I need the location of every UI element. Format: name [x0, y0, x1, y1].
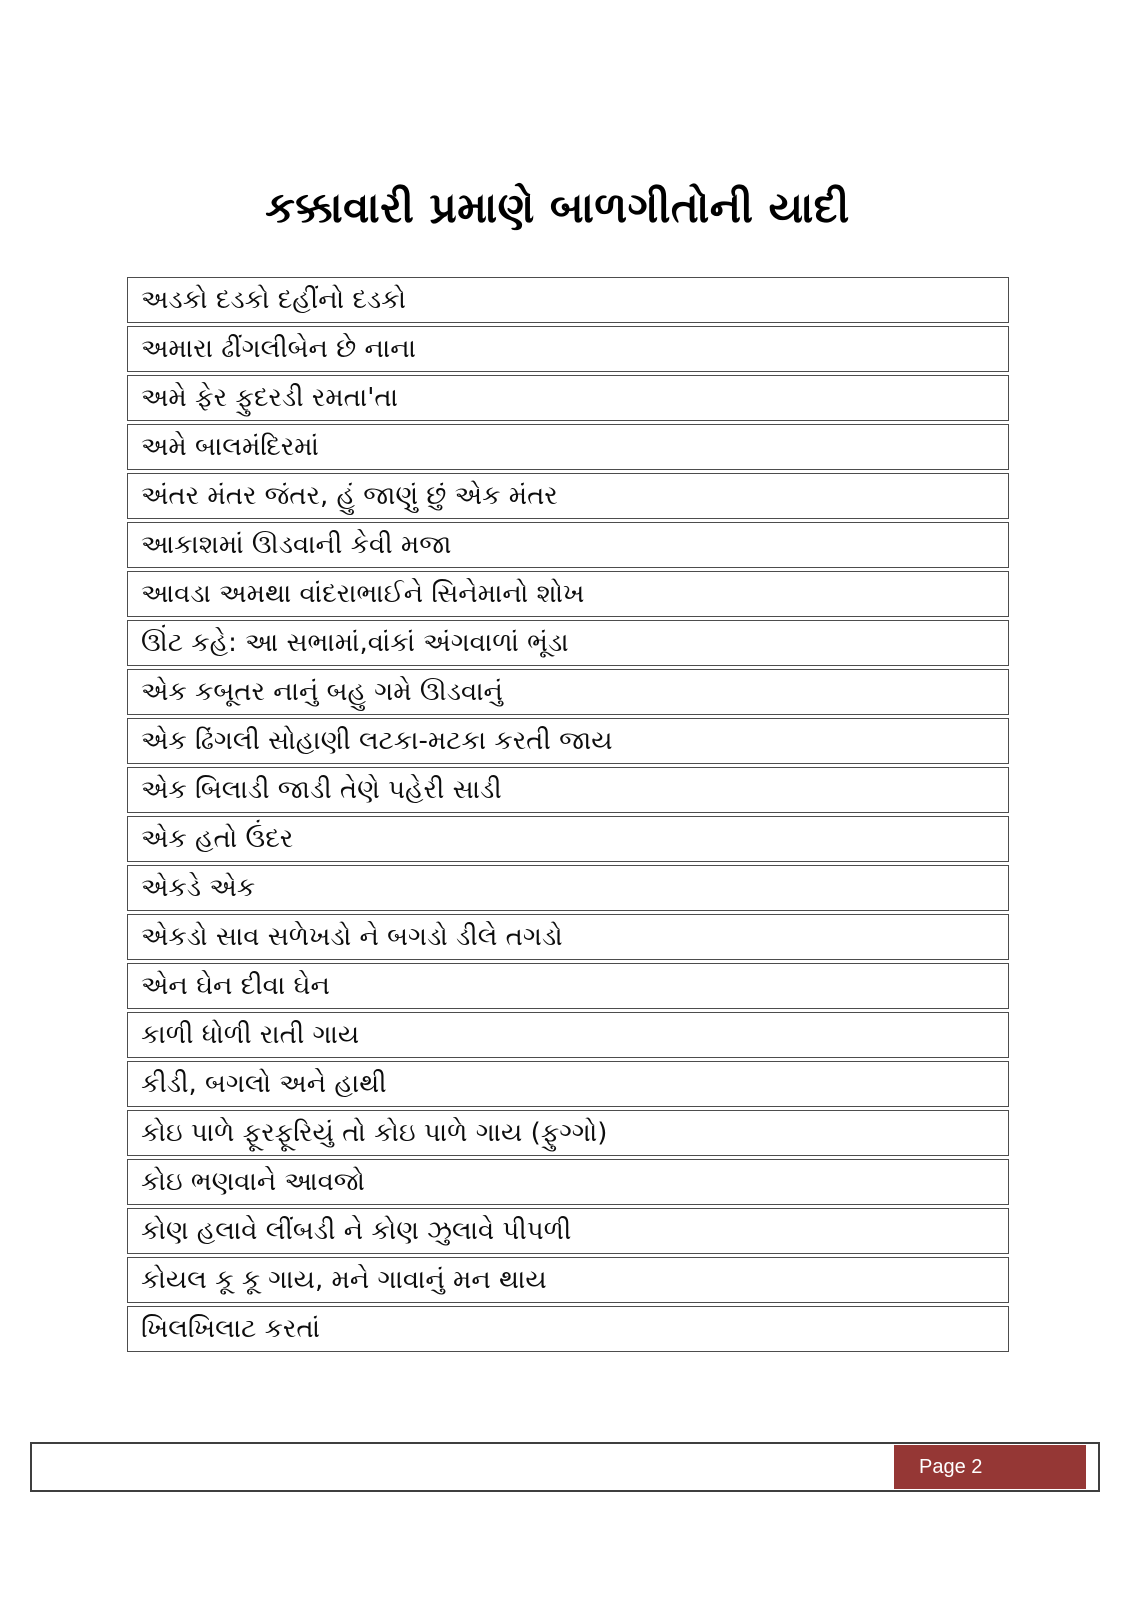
footer-box: [30, 1442, 1100, 1492]
song-title: ખિલખિલાટ કરતાં: [141, 1313, 320, 1344]
song-title: કોઇ ભણવાને આવજો: [141, 1166, 365, 1197]
table-row: [127, 1012, 1009, 1058]
song-title: અમારા ઢીંગલીબેન છે નાના: [141, 333, 417, 364]
page-number-badge: [894, 1445, 1086, 1489]
song-title: એક બિલાડી જાડી તેણે પહેરી સાડી: [141, 774, 502, 805]
song-title: અમે બાલમંદિરમાં: [141, 431, 319, 462]
song-title: કીડી, બગલો અને હાથી: [141, 1068, 387, 1099]
song-title: એકડે એક: [141, 872, 256, 903]
table-row: [127, 963, 1009, 1009]
song-title: આવડા અમથા વાંદરાભાઈને સિનેમાનો શોખ: [141, 578, 585, 609]
table-row: [127, 375, 1009, 421]
song-title: એકડો સાવ સળેખડો ને બગડો ડીલે તગડો: [141, 921, 563, 952]
song-title: અડકો દડકો દહીંનો દડકો: [141, 284, 407, 315]
page-number-label: Page 2: [919, 1455, 983, 1478]
table-row: [127, 620, 1009, 666]
table-row: [127, 1159, 1009, 1205]
song-title: કોયલ કૂ કૂ ગાય, મને ગાવાનું મન થાય: [141, 1264, 547, 1295]
table-row: [127, 1110, 1009, 1156]
table-row: [127, 816, 1009, 862]
song-title: અમે ફેર ફુદરડી રમતા'તા: [141, 382, 398, 413]
song-title: એન ઘેન દીવા ઘેન: [141, 970, 330, 1001]
table-row: [127, 914, 1009, 960]
song-title: કોઇ પાળે ફૂરફૂરિયું તો કોઇ પાળે ગાય (ફુગ્ગો): [141, 1117, 608, 1148]
table-row: [127, 1306, 1009, 1352]
song-title: એક કબૂતર નાનું બહુ ગમે ઊડવાનું: [141, 676, 503, 707]
table-row: [127, 571, 1009, 617]
table-row: [127, 522, 1009, 568]
table-row: [127, 718, 1009, 764]
song-title: કોણ હલાવે લીંબડી ને કોણ ઝુલાવે પીપળી: [141, 1215, 572, 1246]
song-list-table: [127, 277, 1009, 1355]
song-title: ઊંટ કહે: આ સભામાં,વાંકાં અંગવાળાં ભૂંડા: [141, 627, 569, 658]
table-row: [127, 1061, 1009, 1107]
table-row: [127, 326, 1009, 372]
song-title: કાળી ધોળી રાતી ગાય: [141, 1019, 360, 1050]
song-title: અંતર મંતર જંતર, હું જાણું છું એક મંતર: [141, 480, 558, 511]
table-row: [127, 767, 1009, 813]
table-row: [127, 669, 1009, 715]
table-row: [127, 277, 1009, 323]
song-title: એક ઢિંગલી સોહાણી લટકા-મટકા કરતી જાય: [141, 725, 613, 756]
table-row: [127, 424, 1009, 470]
song-title: આકાશમાં ઊડવાની કેવી મજા: [141, 529, 452, 560]
page-title: કક્કાવારી પ્રમાણે બાળગીતોની યાદી: [265, 183, 850, 233]
table-row: [127, 473, 1009, 519]
song-title: એક હતો ઉંદર: [141, 823, 294, 854]
table-row: [127, 1257, 1009, 1303]
table-row: [127, 1208, 1009, 1254]
table-row: [127, 865, 1009, 911]
